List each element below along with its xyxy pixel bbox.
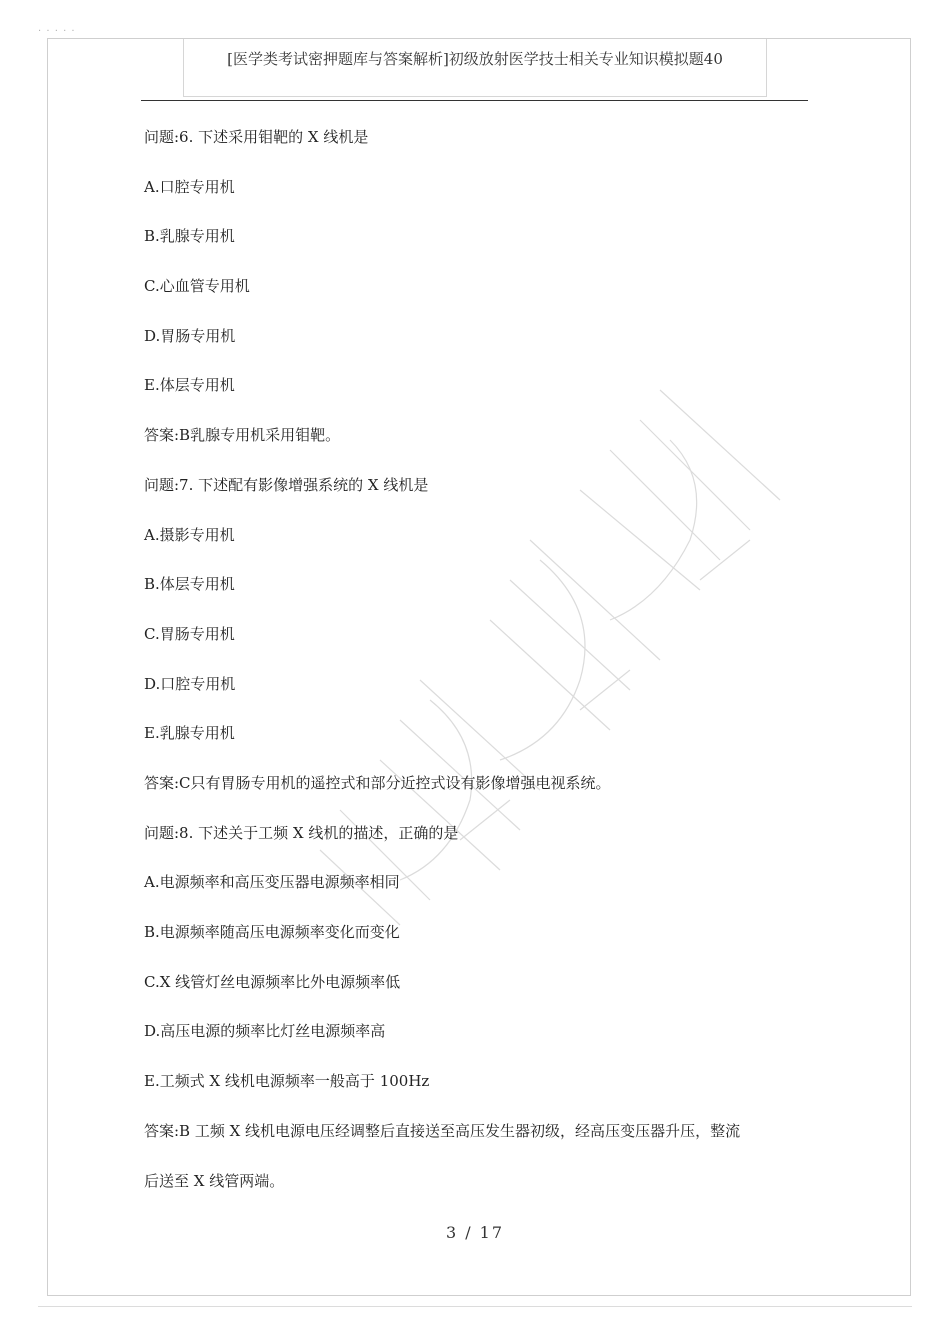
option-a: A.口腔专用机: [144, 177, 235, 196]
option-b: B.体层专用机: [144, 575, 235, 594]
option-a: A.摄影专用机: [144, 525, 235, 544]
answer-text: [144, 1121, 812, 1191]
option-e: E.体层专用机: [144, 376, 235, 395]
corner-mark: · · · · ·: [38, 26, 76, 37]
option-c: C.胃肠专用机: [144, 624, 235, 643]
option-b: B.乳腺专用机: [144, 227, 235, 246]
option-c: C.心血管专用机: [144, 277, 250, 296]
option-a: A.电源频率和高压变压器电源频率相同: [144, 873, 400, 892]
document-content: [144, 127, 812, 1220]
question-stem: 问题:8. 下述关于工频 X 线机的描述，正确的是: [144, 823, 459, 842]
header-box: [183, 39, 767, 97]
header-rule: [141, 100, 808, 101]
option-e: E.乳腺专用机: [144, 724, 235, 743]
option-d: D.胃肠专用机: [144, 326, 236, 345]
answer-text: 答案:C只有胃肠专用机的遥控式和部分近控式设有影像增强电视系统。: [144, 773, 611, 792]
option-d: D.口腔专用机: [144, 674, 236, 693]
answer-line: 后送至 X 线管两端。: [144, 1171, 285, 1190]
question-stem: 问题:6. 下述采用钼靶的 X 线机是: [144, 128, 369, 146]
answer-line: 答案:B 工频 X 线机电源电压经调整后直接送至高压发生器初级，经高压变压器升压，整流: [144, 1121, 741, 1140]
option-c: C.X 线管灯丝电源频率比外电源频率低: [144, 972, 401, 991]
question-stem: 问题:7. 下述配有影像增强系统的 X 线机是: [144, 475, 429, 494]
option-d: D.高压电源的频率比灯丝电源频率高: [144, 1022, 386, 1041]
frame-bottom-line: [38, 1306, 912, 1307]
document-title: [医学类考试密押题库与答案解析]初级放射医学技士相关专业知识模拟题40: [227, 50, 723, 68]
answer-text: 答案:B乳腺专用机采用钼靶。: [144, 426, 341, 445]
option-b: B.电源频率随高压电源频率变化而变化: [144, 923, 400, 941]
option-e: E.工频式 X 线机电源频率一般高于 100Hz: [144, 1072, 430, 1091]
page-number: 3 / 17: [445, 1223, 505, 1242]
